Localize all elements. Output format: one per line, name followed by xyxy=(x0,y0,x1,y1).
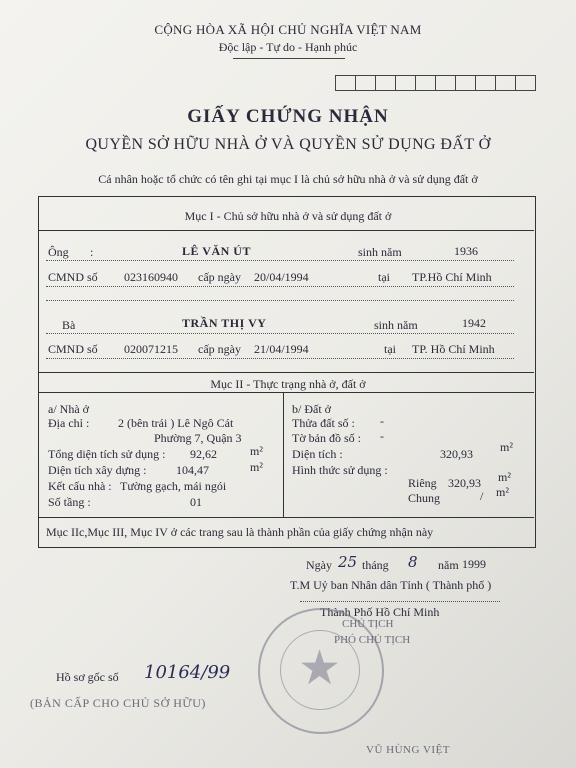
shared-unit: m² xyxy=(496,485,509,499)
stamp-title-1: CHỦ TỊCH xyxy=(342,618,394,630)
national-header: CỘNG HÒA XÃ HỘI CHỦ NGHĨA VIỆT NAM xyxy=(154,22,422,37)
private-unit: m² xyxy=(498,470,511,484)
owner1-birth-label: sinh năm xyxy=(358,245,402,259)
address-line2: Phường 7, Quận 3 xyxy=(154,431,242,445)
owner2-id-label: CMND số xyxy=(48,342,98,356)
build-area-unit: m² xyxy=(250,460,263,474)
floors-label: Số tầng : xyxy=(48,495,91,509)
date-day: 25 xyxy=(338,553,358,571)
owner2-label: Bà xyxy=(62,318,76,332)
land-area-unit: m² xyxy=(500,440,513,454)
private-label: Riêng xyxy=(408,476,437,490)
serial-number-boxes xyxy=(336,75,536,91)
dotted-line xyxy=(46,333,514,334)
dotted-line xyxy=(300,601,500,602)
file-number-label: Hồ sơ gốc số xyxy=(56,670,119,684)
column-divider xyxy=(283,392,284,517)
national-motto: Độc lập - Tự do - Hạnh phúc xyxy=(218,40,358,54)
shared-label: Chung xyxy=(408,491,441,505)
lot-value: - xyxy=(380,414,384,428)
floors: 01 xyxy=(190,495,202,509)
owner1-id-label: CMND số xyxy=(48,270,98,284)
house-label: a/ Nhà ở xyxy=(48,402,89,416)
owner1-issued-date: 20/04/1994 xyxy=(254,270,309,284)
map-label: Tờ bản đồ số : xyxy=(292,431,362,445)
total-area-unit: m² xyxy=(250,444,263,458)
divider xyxy=(38,517,534,518)
shared-area: / xyxy=(480,489,484,503)
star-emblem-icon: ★ xyxy=(298,642,342,695)
stamp-title-2: PHÓ CHỦ TỊCH xyxy=(334,634,411,646)
dotted-line xyxy=(46,300,514,301)
owner1-birth-year: 1936 xyxy=(454,244,478,258)
footer-note: Mục IIc,Mục III, Mục IV ở các trang sau là thành phần của giấy chứng nhận này xyxy=(46,525,434,539)
owner1-name: LÊ VĂN ÚT xyxy=(182,244,251,258)
usage-label: Hình thức sử dụng : xyxy=(292,463,388,477)
total-area: 92,62 xyxy=(190,447,217,461)
owner2-issued-date: 21/04/1994 xyxy=(254,342,309,356)
owner1-label: Ông xyxy=(48,245,69,259)
structure-label: Kết cấu nhà : xyxy=(48,479,112,493)
address-line1: 2 (bên trái ) Lê Ngô Cát xyxy=(118,416,234,430)
signer-name: VŨ HÙNG VIỆT xyxy=(366,744,451,756)
lot-label: Thửa đất số : xyxy=(292,416,355,430)
section2-heading: Mục II - Thực trạng nhà ở, đất ở xyxy=(210,377,366,391)
owner2-issued-label: cấp ngày xyxy=(198,342,241,356)
date-year-label: năm xyxy=(438,558,459,572)
owner2-birth-year: 1942 xyxy=(462,316,486,330)
intro-text: Cá nhân hoặc tổ chức có tên ghi tại mục I là chủ sở hữu nhà ở và sử dụng đất ở xyxy=(98,172,478,186)
date-month: 8 xyxy=(408,553,418,571)
address-label: Địa chỉ : xyxy=(48,416,90,430)
dotted-line xyxy=(46,286,514,287)
colon: : xyxy=(90,245,94,259)
city-name: Thành Phố Hồ Chí Minh xyxy=(320,605,440,619)
owner1-id: 023160940 xyxy=(124,270,178,284)
owner2-id: 020071215 xyxy=(124,342,178,356)
build-area: 104,47 xyxy=(176,463,209,477)
owner2-place-label: tại xyxy=(384,342,396,356)
owner2-place: TP. Hồ Chí Minh xyxy=(412,342,495,356)
build-area-label: Diện tích xây dựng : xyxy=(48,463,147,477)
section1-heading: Mục I - Chủ sở hữu nhà ở và sử dụng đất ở xyxy=(184,209,392,223)
owner1-place-label: tại xyxy=(378,270,390,284)
dotted-line xyxy=(46,358,514,359)
private-area: 320,93 xyxy=(448,476,481,490)
certificate-subtitle: QUYỀN SỞ HỮU NHÀ Ở VÀ QUYỀN SỬ DỤNG ĐẤT Ở xyxy=(85,136,491,153)
owner2-birth-label: sinh năm xyxy=(374,318,418,332)
committee-line: T.M Uỷ ban Nhân dân Tỉnh ( Thành phố ) xyxy=(290,578,492,592)
total-area-label: Tổng diện tích sử dụng : xyxy=(48,447,166,461)
dotted-line xyxy=(46,260,514,261)
date-year: 1999 xyxy=(462,557,486,571)
date-day-label: Ngày xyxy=(306,558,332,572)
land-area: 320,93 xyxy=(440,447,473,461)
divider xyxy=(38,392,534,393)
owner2-name: TRẦN THỊ VY xyxy=(182,316,267,330)
land-label: b/ Đất ở xyxy=(292,402,332,416)
land-area-label: Diện tích : xyxy=(292,447,343,461)
divider xyxy=(38,230,534,231)
date-month-label: tháng xyxy=(362,558,389,572)
motto-underline xyxy=(233,58,345,59)
divider xyxy=(38,372,534,373)
owner1-issued-label: cấp ngày xyxy=(198,270,241,284)
map-value: - xyxy=(380,429,384,443)
file-number: 10164/99 xyxy=(144,662,231,683)
copy-note: (BẢN CẤP CHO CHỦ SỞ HỮU) xyxy=(30,696,206,710)
owner1-place: TP.Hồ Chí Minh xyxy=(412,270,492,284)
structure: Tường gạch, mái ngói xyxy=(120,479,227,493)
certificate-title: GIẤY CHỨNG NHẬN xyxy=(187,106,389,127)
